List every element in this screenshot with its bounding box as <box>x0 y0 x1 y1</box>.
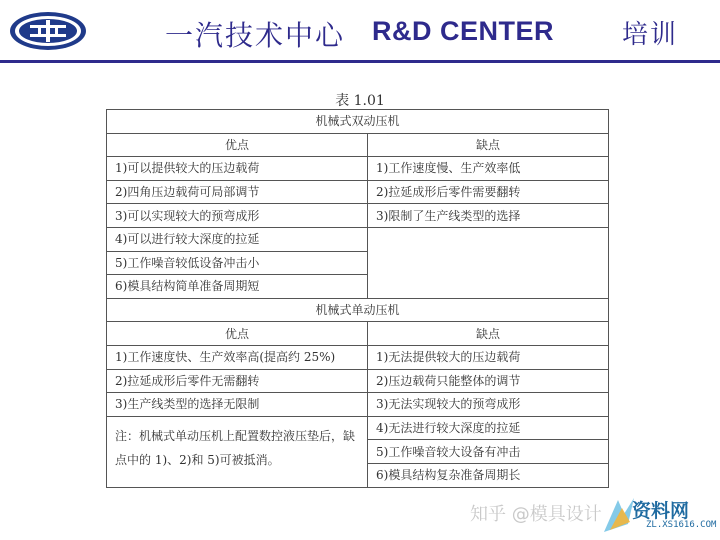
table-row <box>107 157 609 181</box>
table-row <box>107 204 609 228</box>
page-title-english: R&D CENTER <box>372 16 555 46</box>
table-cell: 5)工作噪音较大设备有冲击 <box>368 440 609 464</box>
table-cell: 5)工作噪音较低设备冲击小 <box>107 251 368 275</box>
table-cell: 2)拉延成形后零件需要翻转 <box>368 180 609 204</box>
section-title: 机械式双动压机 <box>107 110 609 134</box>
empty-cell <box>368 227 609 298</box>
table-row <box>107 393 609 417</box>
header-bar <box>0 0 720 64</box>
column-header-cons: 缺点 <box>368 133 609 157</box>
press-comparison-table <box>106 109 609 488</box>
brand-watermark-text: 资料网 <box>632 500 690 522</box>
table-row <box>107 133 609 157</box>
table-cell: 3)限制了生产线类型的选择 <box>368 204 609 228</box>
table-row <box>107 322 609 346</box>
table-cell: 2)拉延成形后零件无需翻转 <box>107 369 368 393</box>
table-cell: 1)可以提供较大的压边载荷 <box>107 157 368 181</box>
note-cell: 注：机械式单动压机上配置数控液压垫后，缺点中的 1)、2)和 5)可被抵消。 <box>107 416 368 487</box>
column-header-pros: 优点 <box>107 133 368 157</box>
table-cell: 3)可以实现较大的预弯成形 <box>107 204 368 228</box>
table-cell: 2)压边载荷只能整体的调节 <box>368 369 609 393</box>
table-cell: 1)工作速度慢、生产效率低 <box>368 157 609 181</box>
column-header-pros: 优点 <box>107 322 368 346</box>
column-header-cons: 缺点 <box>368 322 609 346</box>
brand-watermark-url: ZL.XS1616.COM <box>646 520 717 530</box>
header-divider <box>0 60 720 63</box>
table-cell: 3)生产线类型的选择无限制 <box>107 393 368 417</box>
page-title: 一汽技术中心 <box>165 19 346 52</box>
table-row <box>107 416 609 440</box>
table-cell: 4)无法进行较大深度的拉延 <box>368 416 609 440</box>
table-cell: 4)可以进行较大深度的拉延 <box>107 227 368 251</box>
section-title: 机械式单动压机 <box>107 298 609 322</box>
faw-logo-icon <box>8 10 88 52</box>
table-caption: 表 1.01 <box>335 93 385 109</box>
table-cell: 2)四角压边载荷可局部调节 <box>107 180 368 204</box>
table-cell: 6)模具结构简单准备周期短 <box>107 275 368 299</box>
table-row <box>107 180 609 204</box>
table-cell: 6)模具结构复杂准备周期长 <box>368 463 609 487</box>
table-row <box>107 345 609 369</box>
section-label: 培训 <box>622 20 679 50</box>
table-row <box>107 110 609 134</box>
table-row <box>107 369 609 393</box>
table-cell: 1)工作速度快、生产效率高(提高约 25%) <box>107 345 368 369</box>
table-row <box>107 227 609 251</box>
table-cell: 3)无法实现较大的预弯成形 <box>368 393 609 417</box>
table-cell: 1)无法提供较大的压边载荷 <box>368 345 609 369</box>
zhihu-watermark: 知乎 @模具设计 <box>470 504 602 525</box>
table-row <box>107 298 609 322</box>
